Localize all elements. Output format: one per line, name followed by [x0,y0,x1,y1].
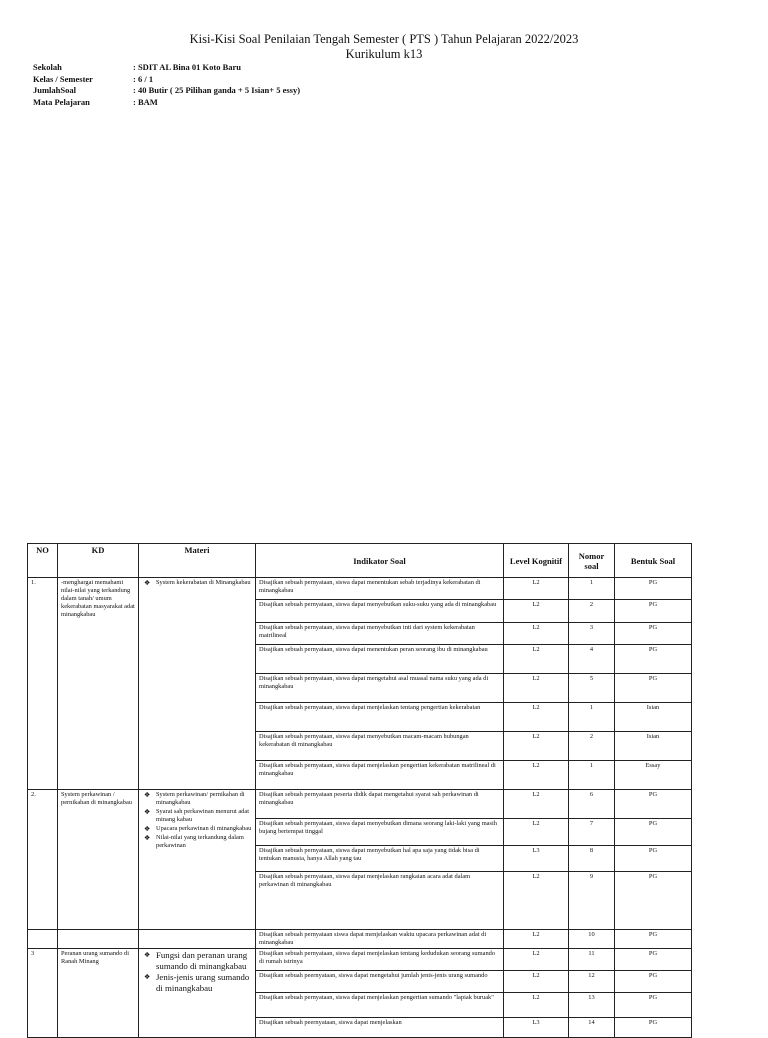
materi-text: Nilai-nilai yang terkandung dalam perkawinan [156,834,244,849]
cell-indikator [256,790,504,819]
materi-item [142,972,252,993]
cell-nomor: 1 [569,761,615,790]
cell-indikator [256,1018,504,1038]
cell-nomor: 10 [569,930,615,949]
cell-indikator [256,645,504,674]
indikator-text: Disajikan sebuah peernyataan, siswa dapat menjelaskan [259,1019,402,1026]
cell-level: L2 [504,600,569,623]
bullet-diamond-icon: ❖ [144,791,151,799]
materi-text: System perkawinan/ pernikahan di minangkabau [156,791,245,806]
meta-row-jumlah-soal [33,85,300,97]
cell-indikator [256,846,504,872]
meta-value: : BAM [133,96,158,107]
cell-indikator [256,930,504,949]
bullet-diamond-icon: ❖ [144,951,151,959]
table-header-row [28,544,692,578]
indikator-text: Disajikan sebuah pernyataan, siswa dapat menyebutkan macam-macam hubungan kekerabatan di minangkabau [259,733,469,748]
cell-indikator [256,703,504,732]
table-row [28,949,692,971]
cell-bentuk: Isian [615,703,692,732]
indikator-text: Disajikan sebuah pernyataan, siswa dapat menjelaskan tentang kedudukan seorang sumando di rumah istrinya [259,950,496,965]
indikator-text: Disajikan sebuah pernyataan, siswa dapat menyebutkan hal apa saja yang tidak bisa di tentukan manusia, hanya Allah yang tau [259,847,480,862]
cell-nomor: 3 [569,623,615,645]
cell-indikator [256,600,504,623]
cell-nomor: 11 [569,949,615,971]
cell-nomor: 1 [569,578,615,600]
title-line-2: Kurikulum k13 [345,47,423,61]
cell-level: L2 [504,674,569,703]
indikator-text: Disajikan sebuah peernyataan, siswa dapat mengetahui jumlah jenis-jenis urang sumando [259,972,488,979]
cell-level: L2 [504,732,569,761]
cell-no: 2. [28,790,58,930]
cell-indikator [256,623,504,645]
document-title [0,32,768,62]
cell-indikator [256,993,504,1018]
cell-bentuk: PG [615,846,692,872]
meta-row-sekolah [33,62,300,74]
meta-info [33,62,300,108]
cell-bentuk: Essay [615,761,692,790]
cell-indikator [256,949,504,971]
meta-label: JumlahSoal [33,85,76,95]
cell-level: L2 [504,790,569,819]
bullet-diamond-icon: ❖ [144,825,151,833]
cell-bentuk: Isian [615,732,692,761]
meta-label: Mata Pelajaran [33,96,90,107]
cell-level: L2 [504,949,569,971]
cell-bentuk: PG [615,1018,692,1038]
indikator-text: Disajikan sebuah pernyataan, siswa dapat menjelaskan tentang pengertian kekerabatan [259,704,481,711]
cell-level: L2 [504,623,569,645]
materi-item [142,834,252,850]
cell-level: L2 [504,578,569,600]
cell-level: L2 [504,703,569,732]
indikator-text: Disajikan sebuah pernyataan, siswa dapat menyebutkan suku-suku yang ada di minangkabau [259,601,497,608]
header-level: Level Kognitif [504,544,569,578]
cell-indikator [256,578,504,600]
bullet-diamond-icon: ❖ [144,834,151,842]
cell-nomor: 4 [569,645,615,674]
cell-nomor: 7 [569,819,615,846]
indikator-text: Disajikan sebuah pernyataan, siswa dapat menjelaskan rangkaian acara adat dalam perkawinan di minangkabau [259,873,471,888]
cell-nomor: 12 [569,971,615,993]
cell-level: L2 [504,993,569,1018]
cell-nomor: 9 [569,872,615,930]
materi-item [142,808,252,824]
bullet-diamond-icon: ❖ [144,579,151,587]
cell-level: L2 [504,872,569,930]
indikator-text: Disajikan sebuah pernyataan siswa dapat menjelaskan waktu upacara perkawinan adat di minangkabau [259,931,487,946]
cell-nomor: 8 [569,846,615,872]
materi-text: System kekerabatan di Minangkabau [156,579,251,586]
cell-indikator [256,872,504,930]
cell-indikator [256,819,504,846]
header-bentuk: Bentuk Soal [615,544,692,578]
header-materi: Materi [139,544,256,578]
materi-item [142,791,252,807]
cell-no-empty [28,930,58,949]
cell-level: L3 [504,1018,569,1038]
cell-indikator [256,971,504,993]
cell-kd: System perkawinan / pernikahan di minangkabau [58,790,139,930]
indikator-text: Disajikan sebuah pernyataan, siswa dapat mengetahui asal muasal nama suku yang ada di minangkabau [259,675,489,690]
cell-level: L2 [504,930,569,949]
cell-materi [139,790,256,930]
meta-label: Kelas / Semester [33,73,93,84]
cell-no: 3 [28,949,58,1038]
cell-nomor: 14 [569,1018,615,1038]
table-row [28,790,692,819]
meta-row-mata-pelajaran [33,97,300,109]
cell-bentuk: PG [615,623,692,645]
cell-nomor: 6 [569,790,615,819]
meta-value: : 6 / 1 [133,73,154,84]
cell-kd: -menghargai memahami nilai-nilai yang terkandung dalam tanah/ umum kekerabatan masyarakat adat minangkabau [58,578,139,790]
indikator-text: Disajikan sebuah pernyataan, siswa dapat menyebutkan inti dari system kekerabatan matrilineal [259,624,475,639]
materi-text: Fungsi dan peranan urang sumando di minangkabau [156,950,248,971]
table-row [28,578,692,600]
cell-nomor: 1 [569,703,615,732]
cell-kd-empty [58,930,139,949]
cell-indikator [256,732,504,761]
cell-level: L2 [504,645,569,674]
cell-nomor: 2 [569,732,615,761]
cell-bentuk: PG [615,600,692,623]
table-row [28,930,692,949]
cell-bentuk: PG [615,993,692,1018]
cell-bentuk: PG [615,872,692,930]
header-kd: KD [58,544,139,578]
meta-label: Sekolah [33,62,62,72]
kisi-kisi-table [27,543,692,1038]
indikator-text: Disajikan sebuah pernyataan, siswa dapat menentukan sebab terjadinya kekerabatan di minangkabau [259,579,481,594]
cell-materi [139,949,256,1038]
materi-item [142,579,252,587]
bullet-diamond-icon: ❖ [144,973,151,981]
materi-text: Jenis-jenis urang sumando di minangkabau [156,972,250,993]
cell-materi-empty [139,930,256,949]
bullet-diamond-icon: ❖ [144,808,151,816]
materi-text: Syarat sah perkawinan menurut adat minang kabau [156,808,249,823]
cell-bentuk: PG [615,971,692,993]
cell-nomor: 2 [569,600,615,623]
cell-bentuk: PG [615,930,692,949]
title-line-1: Kisi-Kisi Soal Penilaian Tengah Semester ( PTS ) Tahun Pelajaran 2022/2023 [189,32,579,46]
cell-bentuk: PG [615,645,692,674]
meta-value: : SDIT AL Bina 01 Koto Baru [133,62,242,72]
cell-nomor: 5 [569,674,615,703]
meta-value: : 40 Butir ( 25 Pilihan ganda + 5 Isian+ 5 essy) [133,85,301,95]
meta-row-kelas [33,74,300,86]
cell-indikator [256,761,504,790]
header-nomor: Nomor soal [569,544,615,578]
cell-nomor: 13 [569,993,615,1018]
cell-bentuk: PG [615,819,692,846]
cell-materi [139,578,256,790]
cell-level: L2 [504,761,569,790]
cell-kd: Peranan urang sumando di Ranah Minang [58,949,139,1038]
indikator-text: Disajikan sebuah pernyataan, siswa dapat menyebutkan dimana seorang laki-laki yang masih bujang bertempat tinggal [259,820,497,835]
cell-level: L2 [504,971,569,993]
materi-item [142,950,252,971]
cell-level: L2 [504,819,569,846]
indikator-text: Disajikan sebuah pernyataan, siswa dapat menjelaskan pengertian kekerabatan matrilineal di minangkabau [259,762,496,777]
indikator-text: Disajikan sebuah pernyataan, siswa dapat menjelaskan pengertian sumando "lapiak buruak" [259,994,494,1001]
cell-level: L3 [504,846,569,872]
cell-indikator [256,674,504,703]
materi-text: Upacara perkawinan di minangkabau [156,825,252,832]
cell-bentuk: PG [615,578,692,600]
cell-bentuk: PG [615,949,692,971]
header-indikator: Indikator Soal [256,544,504,578]
materi-item [142,825,252,833]
indikator-text: Disajikan sebuah pernyataan peserta didik dapat mengetahui syarat sah perkawinan di minangkabau [259,791,479,806]
cell-no: 1. [28,578,58,790]
header-no: NO [28,544,58,578]
indikator-text: Disajikan sebuah pernyataan, siswa dapat menentukan peran seorang ibu di minangkabau [259,646,488,653]
cell-bentuk: PG [615,790,692,819]
cell-bentuk: PG [615,674,692,703]
